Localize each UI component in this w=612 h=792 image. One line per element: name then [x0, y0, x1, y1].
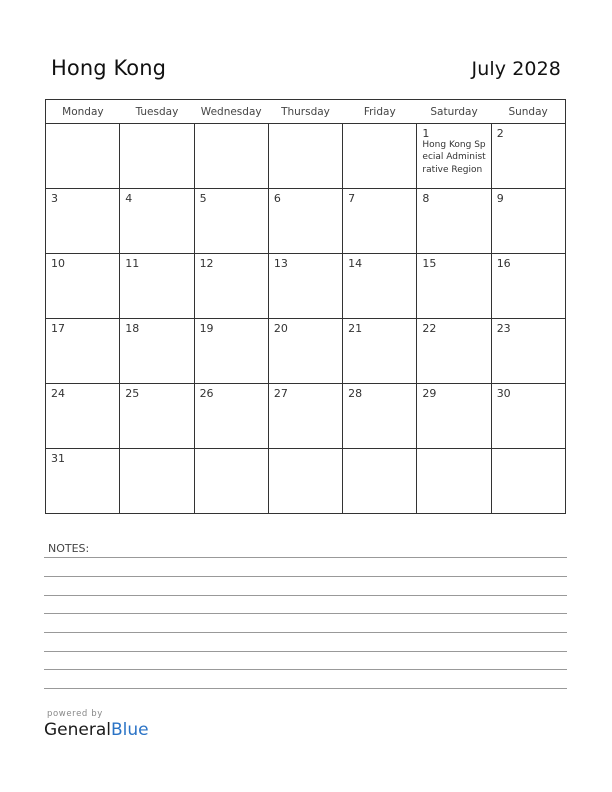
day-number: 22: [422, 322, 437, 335]
day-cell: [46, 449, 120, 514]
day-number: 29: [422, 387, 437, 400]
day-number: 25: [125, 387, 140, 400]
powered-by-text: powered by: [47, 709, 103, 719]
calendar-grid: [45, 99, 566, 514]
day-cell: [268, 319, 342, 384]
day-cell: [343, 254, 417, 319]
week-row: [46, 319, 566, 384]
day-cell: [343, 319, 417, 384]
notes-line: [44, 576, 567, 577]
notes-line: [44, 688, 567, 689]
day-cell: [194, 124, 268, 189]
day-cell: [194, 384, 268, 449]
brand-blue: Blue: [111, 720, 149, 740]
week-row: [46, 384, 566, 449]
day-number: 27: [273, 387, 288, 400]
day-cell: [120, 189, 194, 254]
day-number: 11: [125, 257, 140, 270]
weekday-friday: Friday: [343, 100, 417, 124]
day-cell: [194, 254, 268, 319]
day-number: 5: [199, 192, 207, 205]
day-cell: [194, 449, 268, 514]
day-cell: [491, 384, 565, 449]
day-cell: [268, 254, 342, 319]
day-number: 23: [496, 322, 511, 335]
day-number: 15: [422, 257, 437, 270]
day-cell: [120, 254, 194, 319]
day-cell: [120, 319, 194, 384]
notes-line: [44, 557, 567, 558]
day-number: 16: [496, 257, 511, 270]
brand-general: General: [44, 720, 111, 740]
day-number: 30: [496, 387, 511, 400]
week-row: [46, 189, 566, 254]
day-cell: [491, 319, 565, 384]
day-number: 7: [348, 192, 356, 205]
day-cell: [268, 449, 342, 514]
notes-line: [44, 651, 567, 652]
day-cell: [120, 124, 194, 189]
country-title: Hong Kong: [51, 56, 167, 80]
week-row: [46, 124, 566, 189]
week-row: [46, 254, 566, 319]
day-cell: [343, 124, 417, 189]
day-cell: [491, 189, 565, 254]
weekday-header-row: [46, 100, 566, 124]
day-number: 24: [51, 387, 65, 400]
day-number: 8: [422, 192, 430, 205]
day-cell: [417, 449, 491, 514]
day-number: 1: [422, 127, 430, 140]
weekday-sunday: Sunday: [491, 100, 565, 124]
day-number: 17: [51, 322, 65, 335]
day-number: 20: [273, 322, 288, 335]
weekday-wednesday: Wednesday: [194, 100, 268, 124]
notes-line: [44, 632, 567, 633]
day-number: 31: [51, 452, 65, 465]
day-cell: [343, 449, 417, 514]
week-row: [46, 449, 566, 514]
day-cell: [417, 254, 491, 319]
day-number: 6: [273, 192, 281, 205]
day-number: 12: [199, 257, 214, 270]
brand-logo: [44, 720, 149, 740]
weekday-saturday: Saturday: [417, 100, 491, 124]
day-cell: [46, 189, 120, 254]
day-cell: [46, 319, 120, 384]
day-number: 21: [348, 322, 363, 335]
day-cell: [120, 384, 194, 449]
holiday-label: Hong Kong Special Administrative Region: [422, 140, 486, 175]
day-number: 28: [348, 387, 363, 400]
day-number: 19: [199, 322, 214, 335]
notes-line: [44, 669, 567, 670]
day-number: 18: [125, 322, 140, 335]
day-cell: [491, 449, 565, 514]
weekday-monday: Monday: [46, 100, 120, 124]
day-cell: [491, 124, 565, 189]
day-cell: [491, 254, 565, 319]
day-cell: [46, 124, 120, 189]
day-cell: [268, 124, 342, 189]
day-cell: [343, 384, 417, 449]
day-cell: [343, 189, 417, 254]
day-number: 26: [199, 387, 214, 400]
day-number: 13: [273, 257, 288, 270]
day-number: 2: [496, 127, 504, 140]
month-year-title: July 2028: [471, 58, 561, 80]
notes-label: NOTES:: [48, 542, 90, 555]
day-cell: [417, 124, 491, 189]
day-cell: [417, 319, 491, 384]
day-number: 3: [51, 192, 58, 205]
notes-line: [44, 595, 567, 596]
day-cell: [417, 189, 491, 254]
day-cell: [120, 449, 194, 514]
day-cell: [46, 254, 120, 319]
notes-line: [44, 613, 567, 614]
day-cell: [194, 319, 268, 384]
day-cell: [194, 189, 268, 254]
day-number: 4: [125, 192, 133, 205]
day-cell: [417, 384, 491, 449]
day-cell: [268, 384, 342, 449]
day-number: 14: [348, 257, 363, 270]
weekday-thursday: Thursday: [268, 100, 342, 124]
day-cell: [268, 189, 342, 254]
day-number: 10: [51, 257, 65, 270]
day-cell: [46, 384, 120, 449]
weekday-tuesday: Tuesday: [120, 100, 194, 124]
day-number: 9: [496, 192, 504, 205]
